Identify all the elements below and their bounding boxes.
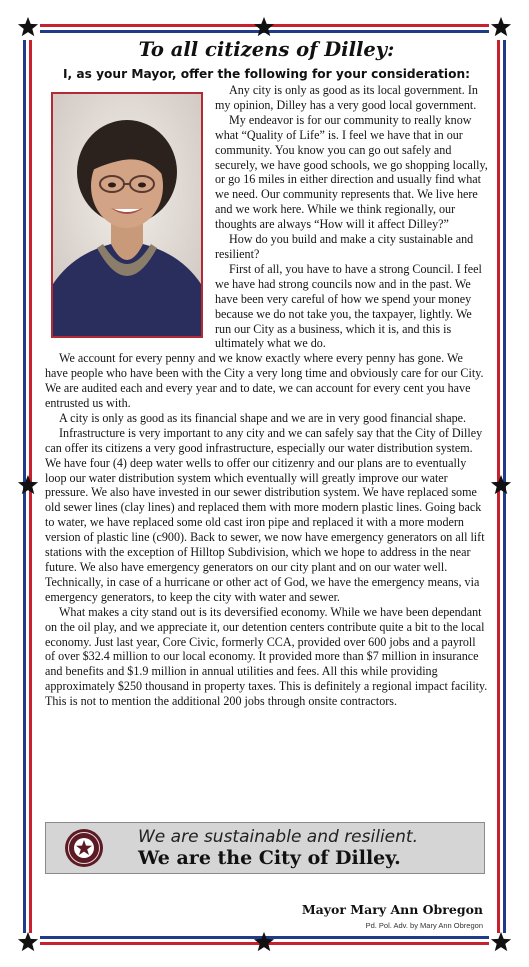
star-icon bbox=[17, 931, 39, 953]
paragraph: What makes a city stand out is its deversified economy. While we have been dependant on the oil play, and we appreciate it, our detention centers contribute quite a bit to the local economy. Just last year, Core Civic, formerly CCA, provided over 600 jobs and a payroll of over $32.4 million to our local economy. It provided more than $7 million in insurance and benefits and $1.9 million in annual utilities and fees. All this while providing approximately $250 thousand in property taxes. This is definitely a regional impact facility. This is not to mention the additional 200 jobs through onsite contractors. bbox=[45, 604, 488, 709]
slogan-line-1: We are sustainable and resilient. bbox=[138, 827, 418, 847]
mayor-signature: Mayor Mary Ann Obregon bbox=[301, 902, 483, 917]
star-icon bbox=[17, 474, 39, 496]
star-icon bbox=[490, 474, 512, 496]
paragraph: First of all, you have to have a strong Council. I feel we have had strong councils now and in the past. We have been very careful of how we spend your money because we do not take you, the taxpayer, lightly. We run our City as a business, which it is, and this is ultimately what we do. bbox=[215, 261, 482, 351]
star-icon bbox=[490, 931, 512, 953]
paragraph: My endeavor is for our community to really know what “Quality of Life” is. I feel we have that in our community. You know you can go out safely and securely, we have good schools, we go shopping locally, or go 16 miles in either direction and usually find what we need. Our community represents that. We live here and we work here. While we think regionally, our thoughts are always “How will it affect Dilley?” bbox=[215, 112, 488, 232]
letter-content bbox=[45, 38, 488, 709]
star-icon bbox=[253, 16, 275, 38]
paragraph: A city is only as good as its financial shape and we are in very good financial shape. bbox=[59, 410, 467, 425]
political-ad-disclaimer: Pd. Pol. Adv. by Mary Ann Obregon bbox=[365, 921, 483, 930]
star-icon bbox=[490, 16, 512, 38]
portrait-illustration bbox=[53, 94, 201, 336]
star-icon bbox=[17, 16, 39, 38]
star-icon bbox=[253, 931, 275, 953]
paragraph: We account for every penny and we know exactly where every penny has gone. We have people who have been with the City a very long time and obviously care for our City. We are audited each and every year and to date, we can account for every cent you have entrusted us with. bbox=[45, 351, 484, 411]
paragraph: Infrastructure is very important to any city and we can safely say that the City of Dilley can offer its citizens a very good infrastructure, especially our water distribution system. We have four (4) deep water wells to offer our citizenry and our plans are to eventually loop our water distribution system which eventually will greatly improve our water pressure. We also have invested in our sewer distribution system. We have replaced some old sewer lines (clay lines) and replaced them with more modern plastic lines. Going back to water, we have replaced some old cast iron pipe and replaced it with a more modern version of plastic line (c900). Back to sewer, we now have emergency generators on all lift stations with the exception of Hilltop Subdivision, which we hope to address in the near future. We also have emergency generators on our city plant and on our water well. Technically, in case of a hurricane or other act of God, we have the emergency means, via emergency generators, to keep the city with water and sewer. bbox=[45, 425, 485, 604]
paragraph: Any city is only as good as its local government. In my opinion, Dilley has a very good local government. bbox=[215, 83, 478, 112]
page-subtitle: I, as your Mayor, offer the following for your consideration: bbox=[62, 67, 471, 81]
paragraph: How do you build and make a city sustainable and resilient? bbox=[215, 232, 474, 261]
letter-body bbox=[45, 83, 488, 709]
slogan-banner bbox=[45, 822, 485, 874]
page-title: To all citizens of Dilley: bbox=[138, 38, 395, 61]
slogan-line-2: We are the City of Dilley. bbox=[138, 847, 401, 869]
city-seal-icon bbox=[64, 828, 104, 868]
mayor-portrait-photo bbox=[51, 92, 203, 338]
